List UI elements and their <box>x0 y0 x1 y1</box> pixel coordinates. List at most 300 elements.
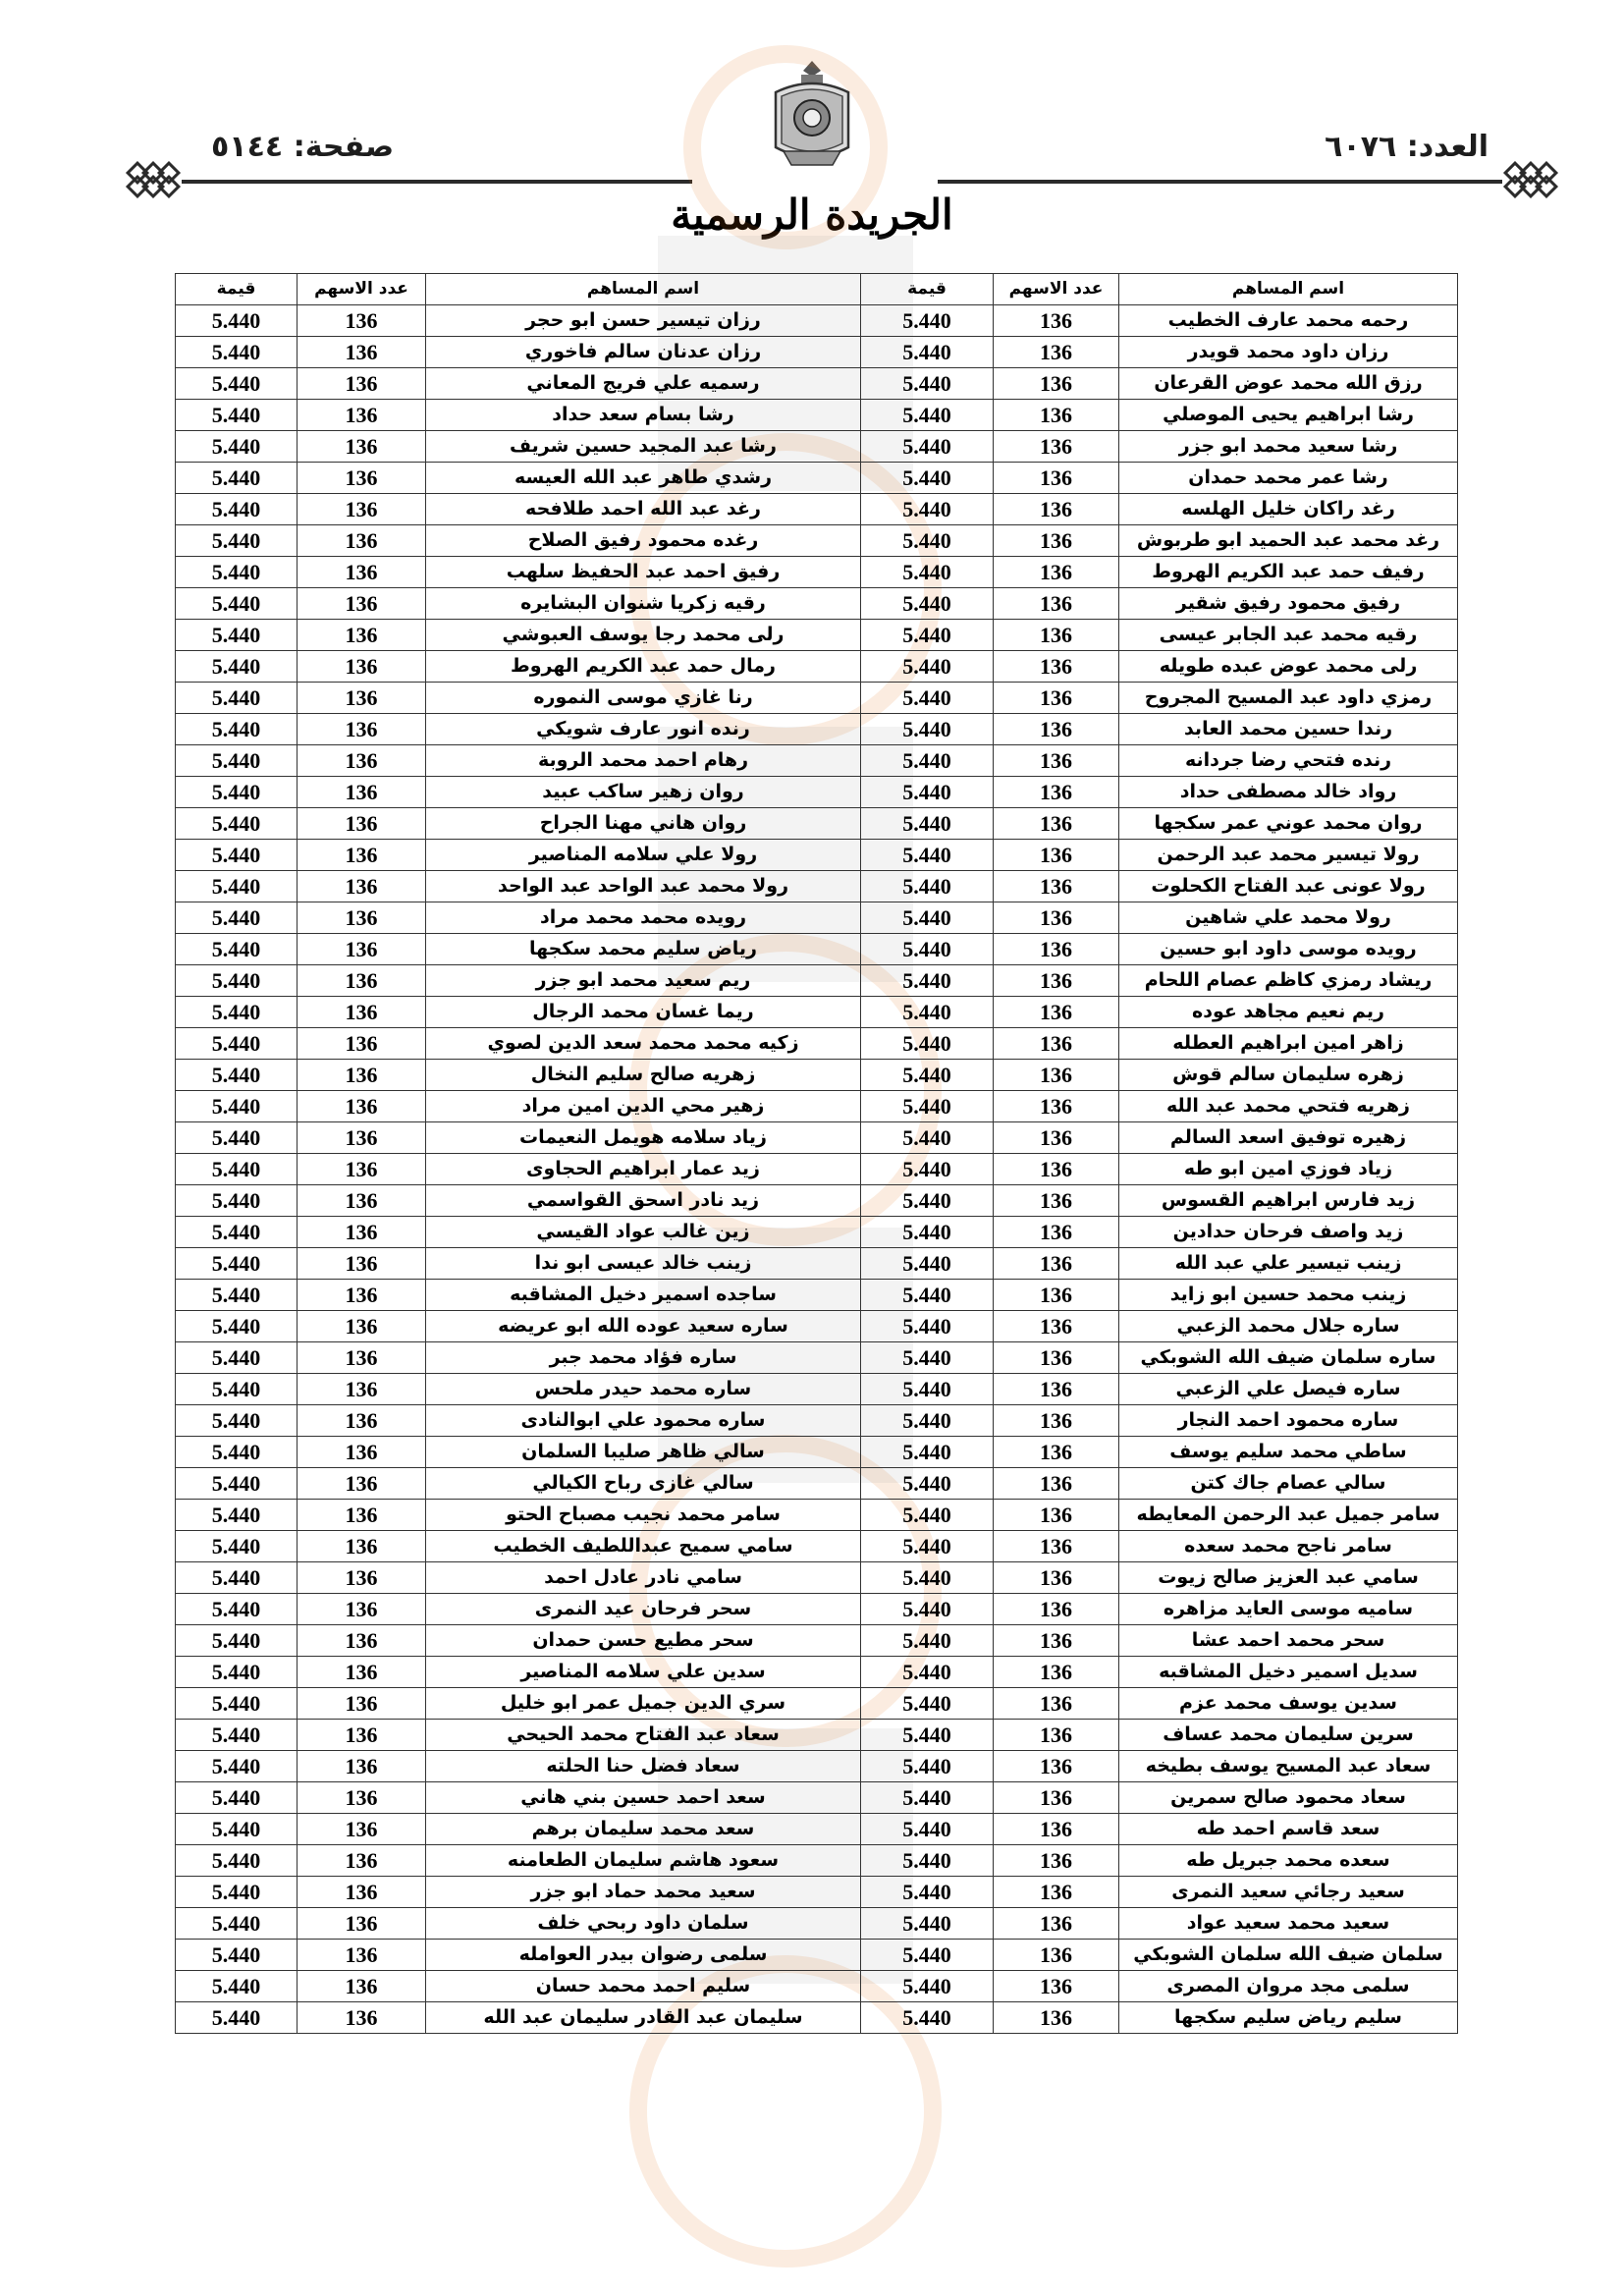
cell-shares-1: 136 <box>994 1688 1119 1720</box>
table-row <box>176 494 1458 525</box>
cell-name-2: زينب خالد عيسى ابو ندا <box>426 1248 861 1280</box>
table-row <box>176 1657 1458 1688</box>
cell-name-1: سديل اسمير دخيل المشاقبه <box>1119 1657 1458 1688</box>
cell-shares-2: 136 <box>298 902 426 934</box>
cell-name-1: سعاد عبد المسيح يوسف بطيخه <box>1119 1751 1458 1782</box>
cell-shares-2: 136 <box>298 1500 426 1531</box>
cell-value-2: 5.440 <box>176 1091 298 1122</box>
cell-name-2: رياض سليم محمد سكجها <box>426 934 861 965</box>
table-row <box>176 1688 1458 1720</box>
cell-value-1: 5.440 <box>861 1688 994 1720</box>
cell-value-1: 5.440 <box>861 1531 994 1562</box>
cell-shares-1: 136 <box>994 808 1119 840</box>
cell-name-2: زهريه صالح سليم النخال <box>426 1060 861 1091</box>
cell-value-2: 5.440 <box>176 1594 298 1625</box>
cell-value-1: 5.440 <box>861 1625 994 1657</box>
table-row <box>176 1185 1458 1217</box>
cell-name-1: ساره محمود احمد النجار <box>1119 1405 1458 1437</box>
cell-shares-1: 136 <box>994 683 1119 714</box>
cell-shares-1: 136 <box>994 871 1119 902</box>
cell-value-1: 5.440 <box>861 1154 994 1185</box>
cell-shares-2: 136 <box>298 1468 426 1500</box>
table-row <box>176 1782 1458 1814</box>
cell-shares-2: 136 <box>298 588 426 620</box>
cell-value-2: 5.440 <box>176 620 298 651</box>
table-row <box>176 683 1458 714</box>
cell-name-1: سحر محمد احمد عشا <box>1119 1625 1458 1657</box>
cell-value-1: 5.440 <box>861 494 994 525</box>
cell-value-2: 5.440 <box>176 1625 298 1657</box>
cell-name-2: سعد احمد حسين بني هاني <box>426 1782 861 1814</box>
cell-shares-2: 136 <box>298 871 426 902</box>
cell-shares-2: 136 <box>298 1877 426 1908</box>
cell-shares-2: 136 <box>298 620 426 651</box>
cell-value-2: 5.440 <box>176 840 298 871</box>
cell-value-1: 5.440 <box>861 337 994 368</box>
shareholders-table <box>175 273 1458 2034</box>
cell-name-2: سدين علي سلامه المناصير <box>426 1657 861 1688</box>
table-row <box>176 525 1458 557</box>
cell-shares-2: 136 <box>298 808 426 840</box>
cell-name-1: سلمان ضيف الله سلمان الشوبكي <box>1119 1940 1458 1971</box>
cell-value-2: 5.440 <box>176 1185 298 1217</box>
cell-name-1: رزق الله محمد عوض القرعان <box>1119 368 1458 400</box>
cell-value-1: 5.440 <box>861 1060 994 1091</box>
cell-value-2: 5.440 <box>176 902 298 934</box>
cell-value-2: 5.440 <box>176 1971 298 2002</box>
cell-shares-1: 136 <box>994 1122 1119 1154</box>
cell-value-2: 5.440 <box>176 651 298 683</box>
cell-name-2: رولا محمد عبد الواحد عبد الواحد <box>426 871 861 902</box>
cell-shares-2: 136 <box>298 494 426 525</box>
cell-value-1: 5.440 <box>861 1845 994 1877</box>
cell-name-1: ساره سلمان ضيف الله الشوبكي <box>1119 1342 1458 1374</box>
cell-value-2: 5.440 <box>176 1720 298 1751</box>
table-row <box>176 1280 1458 1311</box>
cell-value-2: 5.440 <box>176 934 298 965</box>
cell-value-1: 5.440 <box>861 1908 994 1940</box>
cell-value-1: 5.440 <box>861 871 994 902</box>
cell-value-2: 5.440 <box>176 1751 298 1782</box>
cell-value-1: 5.440 <box>861 305 994 337</box>
col-header-value-2: قيمة <box>176 274 298 305</box>
cell-name-2: رمال حمد عبد الكريم الهروط <box>426 651 861 683</box>
cell-name-2: رغد عبد الله احمد طلافحه <box>426 494 861 525</box>
cell-name-1: رفيف حمد عبد الكريم الهروط <box>1119 557 1458 588</box>
cell-shares-1: 136 <box>994 1594 1119 1625</box>
cell-shares-2: 136 <box>298 1154 426 1185</box>
cell-shares-1: 136 <box>994 934 1119 965</box>
table-row <box>176 1060 1458 1091</box>
cell-name-1: رحمه محمد عارف الخطيب <box>1119 305 1458 337</box>
cell-shares-2: 136 <box>298 1657 426 1688</box>
cell-name-2: سعاد عبد الفتاح محمد الحيحي <box>426 1720 861 1751</box>
cell-value-1: 5.440 <box>861 431 994 463</box>
cell-name-2: ساره محمود علي ابوالنادى <box>426 1405 861 1437</box>
table-row <box>176 651 1458 683</box>
cell-name-1: زينب تيسير علي عبد الله <box>1119 1248 1458 1280</box>
cell-value-1: 5.440 <box>861 1122 994 1154</box>
cell-name-1: رولا محمد علي شاهين <box>1119 902 1458 934</box>
cell-name-1: سرين سليمان محمد عساف <box>1119 1720 1458 1751</box>
cell-name-1: سليم رياض سليم سكجها <box>1119 2002 1458 2034</box>
cell-name-1: سلمى مجد مروان المصرى <box>1119 1971 1458 2002</box>
table-row <box>176 745 1458 777</box>
cell-value-1: 5.440 <box>861 1657 994 1688</box>
table-row <box>176 871 1458 902</box>
cell-name-2: سعود هاشم سليمان الطعامنه <box>426 1845 861 1877</box>
table-row <box>176 714 1458 745</box>
cell-shares-2: 136 <box>298 934 426 965</box>
col-header-value-1: قيمة <box>861 274 994 305</box>
cell-shares-2: 136 <box>298 1060 426 1091</box>
cell-value-2: 5.440 <box>176 714 298 745</box>
cell-shares-2: 136 <box>298 400 426 431</box>
cell-shares-1: 136 <box>994 588 1119 620</box>
cell-value-2: 5.440 <box>176 588 298 620</box>
cell-value-1: 5.440 <box>861 1405 994 1437</box>
cell-shares-1: 136 <box>994 1814 1119 1845</box>
cell-shares-2: 136 <box>298 2002 426 2034</box>
table-row <box>176 840 1458 871</box>
cell-value-1: 5.440 <box>861 1500 994 1531</box>
table-row <box>176 997 1458 1028</box>
cell-shares-1: 136 <box>994 1562 1119 1594</box>
table-row <box>176 1562 1458 1594</box>
cell-value-1: 5.440 <box>861 463 994 494</box>
cell-value-1: 5.440 <box>861 1971 994 2002</box>
cell-name-1: سالي عصام جاك كتن <box>1119 1468 1458 1500</box>
cell-name-1: رولا تيسير محمد عبد الرحمن <box>1119 840 1458 871</box>
cell-name-2: سامر محمد نجيب مصباح الحتو <box>426 1500 861 1531</box>
table-row <box>176 337 1458 368</box>
cell-value-2: 5.440 <box>176 1940 298 1971</box>
cell-value-1: 5.440 <box>861 525 994 557</box>
table-row <box>176 620 1458 651</box>
cell-name-1: رشا عمر محمد حمدان <box>1119 463 1458 494</box>
cell-name-1: سعاد محمود صالح سمرين <box>1119 1782 1458 1814</box>
cell-name-2: رنده انور عارف شويكي <box>426 714 861 745</box>
cell-name-2: ساره سعيد عوده الله ابو عريضه <box>426 1311 861 1342</box>
table-row <box>176 1814 1458 1845</box>
table-row <box>176 557 1458 588</box>
cell-name-2: سري الدين جميل عمر ابو خليل <box>426 1688 861 1720</box>
cell-value-2: 5.440 <box>176 463 298 494</box>
cell-value-2: 5.440 <box>176 808 298 840</box>
col-header-shares-1: عدد الاسهم <box>994 274 1119 305</box>
cell-name-2: رولا علي سلامه المناصير <box>426 840 861 871</box>
cell-value-1: 5.440 <box>861 745 994 777</box>
cell-shares-2: 136 <box>298 777 426 808</box>
cell-shares-1: 136 <box>994 965 1119 997</box>
cell-name-1: سعيد محمد سعيد عواد <box>1119 1908 1458 1940</box>
cell-shares-1: 136 <box>994 1720 1119 1751</box>
cell-name-1: زهره سليمان سالم قوش <box>1119 1060 1458 1091</box>
cell-value-1: 5.440 <box>861 1217 994 1248</box>
table-row <box>176 463 1458 494</box>
cell-shares-1: 136 <box>994 714 1119 745</box>
cell-name-1: زاهر امين ابراهيم العطله <box>1119 1028 1458 1060</box>
cell-shares-1: 136 <box>994 1217 1119 1248</box>
cell-value-2: 5.440 <box>176 1877 298 1908</box>
cell-shares-1: 136 <box>994 400 1119 431</box>
cell-shares-1: 136 <box>994 1625 1119 1657</box>
cell-value-2: 5.440 <box>176 1374 298 1405</box>
cell-value-1: 5.440 <box>861 714 994 745</box>
cell-shares-1: 136 <box>994 1342 1119 1374</box>
cell-value-2: 5.440 <box>176 1500 298 1531</box>
cell-name-2: سلمى رضوان بيدر العوامله <box>426 1940 861 1971</box>
cell-shares-1: 136 <box>994 1971 1119 2002</box>
table-row <box>176 1751 1458 1782</box>
table-row <box>176 1122 1458 1154</box>
cell-value-2: 5.440 <box>176 1562 298 1594</box>
cell-value-1: 5.440 <box>861 965 994 997</box>
table-row <box>176 1028 1458 1060</box>
cell-name-1: سامر جميل عبد الرحمن المعايطه <box>1119 1500 1458 1531</box>
cell-shares-2: 136 <box>298 1122 426 1154</box>
coat-of-arms-icon <box>762 57 862 173</box>
cell-name-1: رغد محمد عبد الحميد ابو طربوش <box>1119 525 1458 557</box>
cell-name-2: ريم سعيد محمد ابو جزر <box>426 965 861 997</box>
cell-value-2: 5.440 <box>176 1688 298 1720</box>
cell-name-1: روان محمد عوني عمر سكجها <box>1119 808 1458 840</box>
cell-value-2: 5.440 <box>176 997 298 1028</box>
cell-shares-1: 136 <box>994 840 1119 871</box>
cell-value-1: 5.440 <box>861 1751 994 1782</box>
table-row <box>176 1971 1458 2002</box>
cell-name-2: سعاد فضل حنا الحلته <box>426 1751 861 1782</box>
cell-name-2: زيد عمار ابراهيم الحجاوى <box>426 1154 861 1185</box>
cell-shares-2: 136 <box>298 1908 426 1940</box>
cell-shares-1: 136 <box>994 1468 1119 1500</box>
cell-shares-2: 136 <box>298 651 426 683</box>
cell-shares-1: 136 <box>994 1248 1119 1280</box>
header-rule-right <box>938 180 1502 184</box>
table-row <box>176 588 1458 620</box>
cell-name-1: سامر ناجح محمد سعده <box>1119 1531 1458 1562</box>
page-number: صفحة: ٥١٤٤ <box>211 130 395 164</box>
cell-shares-2: 136 <box>298 1531 426 1562</box>
cell-name-1: رلى محمد عوض عبده طويله <box>1119 651 1458 683</box>
cell-value-2: 5.440 <box>176 1845 298 1877</box>
table-row <box>176 1908 1458 1940</box>
cell-shares-1: 136 <box>994 1500 1119 1531</box>
cell-value-2: 5.440 <box>176 1468 298 1500</box>
table-row <box>176 1342 1458 1374</box>
cell-name-1: زيد فارس ابراهيم القسوس <box>1119 1185 1458 1217</box>
cell-name-2: سعد محمد سليمان برهم <box>426 1814 861 1845</box>
cell-shares-1: 136 <box>994 463 1119 494</box>
cell-value-2: 5.440 <box>176 1248 298 1280</box>
cell-name-2: رشا بسام سعد حداد <box>426 400 861 431</box>
cell-value-1: 5.440 <box>861 557 994 588</box>
cell-value-1: 5.440 <box>861 620 994 651</box>
cell-shares-1: 136 <box>994 1782 1119 1814</box>
cell-value-2: 5.440 <box>176 1531 298 1562</box>
cell-name-1: زينب محمد حسين ابو زايد <box>1119 1280 1458 1311</box>
cell-value-1: 5.440 <box>861 1782 994 1814</box>
cell-value-1: 5.440 <box>861 1814 994 1845</box>
cell-name-1: زيد واصف فرحان حدادين <box>1119 1217 1458 1248</box>
cell-shares-1: 136 <box>994 777 1119 808</box>
cell-name-2: زيد نادر اسحق القواسمي <box>426 1185 861 1217</box>
cell-name-2: ريما غسان محمد الرجال <box>426 997 861 1028</box>
cell-shares-2: 136 <box>298 997 426 1028</box>
cell-name-2: سليمان عبد القادر سليمان عبد الله <box>426 2002 861 2034</box>
table-body <box>176 305 1458 2034</box>
cell-name-1: رغد راكان خليل الهلسه <box>1119 494 1458 525</box>
cell-shares-1: 136 <box>994 1374 1119 1405</box>
table-row <box>176 2002 1458 2034</box>
cell-name-2: سعيد محمد حماد ابو جزر <box>426 1877 861 1908</box>
cell-value-2: 5.440 <box>176 1311 298 1342</box>
cell-name-1: سعد قاسم احمد طه <box>1119 1814 1458 1845</box>
cell-value-1: 5.440 <box>861 1437 994 1468</box>
cell-name-1: رزان داود محمد قويدر <box>1119 337 1458 368</box>
cell-shares-2: 136 <box>298 368 426 400</box>
cell-name-2: زياد سلامه هويمل النعيمات <box>426 1122 861 1154</box>
cell-value-1: 5.440 <box>861 1028 994 1060</box>
cell-name-2: سليم احمد محمد حسان <box>426 1971 861 2002</box>
table-row <box>176 1468 1458 1500</box>
cell-value-1: 5.440 <box>861 1720 994 1751</box>
cell-value-2: 5.440 <box>176 871 298 902</box>
cell-name-1: سامي عبد العزيز صالح زيوت <box>1119 1562 1458 1594</box>
cell-value-2: 5.440 <box>176 1657 298 1688</box>
cell-shares-2: 136 <box>298 557 426 588</box>
cell-value-2: 5.440 <box>176 745 298 777</box>
cell-name-2: سالي ظاهر صليبا السلمان <box>426 1437 861 1468</box>
table-row <box>176 1877 1458 1908</box>
cell-shares-2: 136 <box>298 1940 426 1971</box>
cell-value-1: 5.440 <box>861 368 994 400</box>
col-header-name-1: اسم المساهم <box>1119 274 1458 305</box>
col-header-name-2: اسم المساهم <box>426 274 861 305</box>
cell-name-2: روان هاني مهنا الجراح <box>426 808 861 840</box>
cell-name-2: رقيه زكريا شنوان البشايره <box>426 588 861 620</box>
cell-shares-1: 136 <box>994 1405 1119 1437</box>
cell-name-1: سعيد رجائي سعيد النمرى <box>1119 1877 1458 1908</box>
table-row <box>176 777 1458 808</box>
cell-name-1: ساميه موسى العايد مزاهره <box>1119 1594 1458 1625</box>
cell-shares-2: 136 <box>298 431 426 463</box>
cell-name-1: زياد فوزي امين ابو طه <box>1119 1154 1458 1185</box>
cell-name-2: روان زهير ساكب عبيد <box>426 777 861 808</box>
table-row <box>176 1311 1458 1342</box>
table-row <box>176 368 1458 400</box>
cell-value-2: 5.440 <box>176 1437 298 1468</box>
cell-value-1: 5.440 <box>861 1468 994 1500</box>
cell-shares-1: 136 <box>994 1908 1119 1940</box>
cell-value-1: 5.440 <box>861 1311 994 1342</box>
cell-shares-1: 136 <box>994 1091 1119 1122</box>
cell-name-2: سحر فرحان عيد النمرى <box>426 1594 861 1625</box>
cell-value-1: 5.440 <box>861 1940 994 1971</box>
cell-shares-2: 136 <box>298 965 426 997</box>
cell-shares-1: 136 <box>994 1531 1119 1562</box>
cell-value-2: 5.440 <box>176 368 298 400</box>
cell-shares-2: 136 <box>298 525 426 557</box>
cell-shares-2: 136 <box>298 1751 426 1782</box>
table-row <box>176 1500 1458 1531</box>
cell-shares-1: 136 <box>994 745 1119 777</box>
cell-name-1: ساره فيصل علي الزعبي <box>1119 1374 1458 1405</box>
table-row <box>176 902 1458 934</box>
cell-name-1: رقيه محمد عبد الجابر عيسى <box>1119 620 1458 651</box>
cell-value-2: 5.440 <box>176 525 298 557</box>
cell-value-1: 5.440 <box>861 588 994 620</box>
table-row <box>176 1594 1458 1625</box>
cell-shares-2: 136 <box>298 1814 426 1845</box>
table-row <box>176 965 1458 997</box>
cell-shares-1: 136 <box>994 1657 1119 1688</box>
table-row <box>176 1091 1458 1122</box>
cell-name-2: رغده محمود رفيق الصلاح <box>426 525 861 557</box>
cell-shares-2: 136 <box>298 1625 426 1657</box>
cell-shares-2: 136 <box>298 1280 426 1311</box>
cell-value-1: 5.440 <box>861 934 994 965</box>
cell-shares-2: 136 <box>298 1248 426 1280</box>
cell-shares-1: 136 <box>994 620 1119 651</box>
cell-shares-2: 136 <box>298 305 426 337</box>
cell-name-1: رنده فتحي رضا جردانه <box>1119 745 1458 777</box>
cell-shares-2: 136 <box>298 840 426 871</box>
cell-value-2: 5.440 <box>176 1814 298 1845</box>
cell-shares-2: 136 <box>298 1437 426 1468</box>
page-header <box>0 0 1624 275</box>
cell-shares-1: 136 <box>994 2002 1119 2034</box>
cell-value-2: 5.440 <box>176 1028 298 1060</box>
cell-value-1: 5.440 <box>861 1594 994 1625</box>
cell-name-2: زكيه محمد محمد سعد الدين لصوي <box>426 1028 861 1060</box>
cell-name-2: رفيق احمد عبد الحفيظ سلهب <box>426 557 861 588</box>
cell-value-1: 5.440 <box>861 997 994 1028</box>
table-row <box>176 400 1458 431</box>
cell-shares-1: 136 <box>994 997 1119 1028</box>
table-header-row <box>176 274 1458 305</box>
cell-value-1: 5.440 <box>861 2002 994 2034</box>
cell-name-2: زين غالب عواد القيسي <box>426 1217 861 1248</box>
cell-shares-2: 136 <box>298 1971 426 2002</box>
cell-value-2: 5.440 <box>176 1217 298 1248</box>
cell-name-2: رنا غازي موسى النموره <box>426 683 861 714</box>
table-row <box>176 431 1458 463</box>
cell-value-1: 5.440 <box>861 1280 994 1311</box>
cell-value-2: 5.440 <box>176 305 298 337</box>
table-row <box>176 1217 1458 1248</box>
cell-value-1: 5.440 <box>861 777 994 808</box>
cell-shares-2: 136 <box>298 1405 426 1437</box>
cell-name-2: سحر مطيع حسن حمدان <box>426 1625 861 1657</box>
cell-shares-2: 136 <box>298 1688 426 1720</box>
cell-shares-1: 136 <box>994 1940 1119 1971</box>
cell-value-1: 5.440 <box>861 1374 994 1405</box>
cell-name-2: رسميه علي فريج المعاني <box>426 368 861 400</box>
cell-shares-1: 136 <box>994 337 1119 368</box>
cell-name-2: رويده محمد محمد مراد <box>426 902 861 934</box>
cell-name-2: سلمان داود ربحي خلف <box>426 1908 861 1940</box>
cell-shares-2: 136 <box>298 1845 426 1877</box>
cell-value-2: 5.440 <box>176 1782 298 1814</box>
table-row <box>176 808 1458 840</box>
table-row <box>176 1845 1458 1877</box>
cell-value-2: 5.440 <box>176 777 298 808</box>
cell-name-1: رمزي داود عبد المسيح المجروح <box>1119 683 1458 714</box>
header-rule-left <box>182 180 692 184</box>
cell-value-1: 5.440 <box>861 1185 994 1217</box>
cell-name-1: رواد خالد مصطفى حداد <box>1119 777 1458 808</box>
